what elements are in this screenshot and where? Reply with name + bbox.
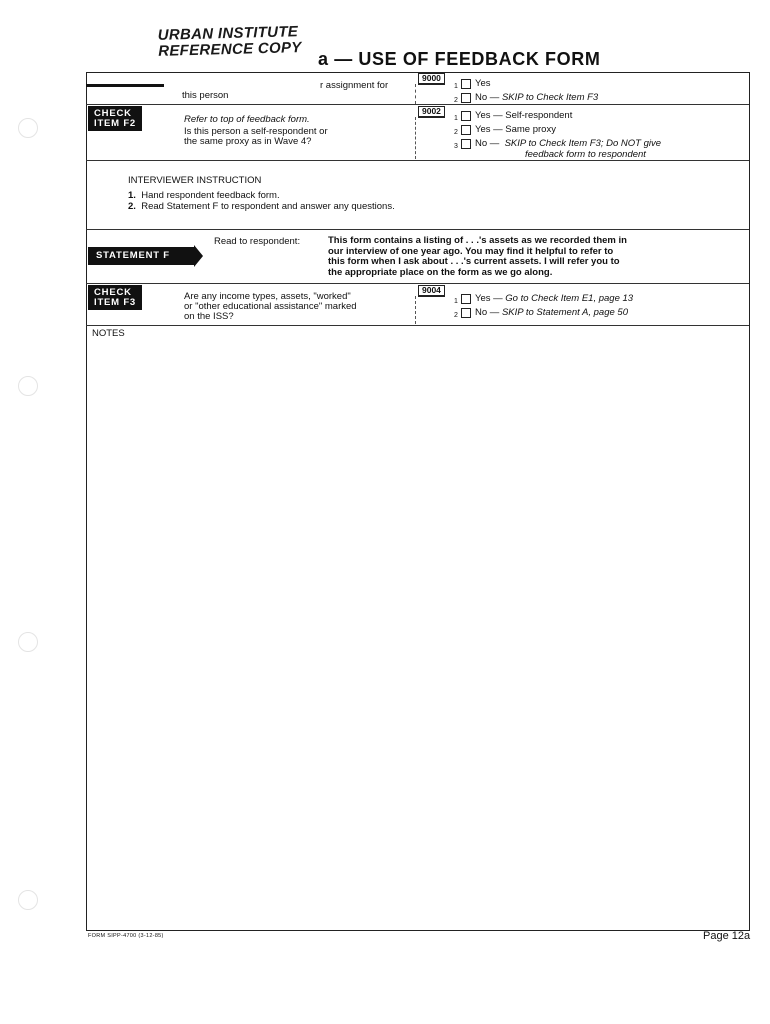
instruction-text: Read Statement F to respondent and answer any questions. [141, 201, 395, 212]
skip-instruction-cont: feedback form to respondent [525, 149, 646, 160]
form-id: FORM SIPP-4700 (3-12-85) [88, 933, 164, 939]
binder-hole [18, 632, 38, 652]
option-number: 3 [454, 143, 458, 150]
option-no[interactable] [454, 138, 661, 160]
binder-hole [18, 376, 38, 396]
skip-instruction: SKIP to Statement A, page 50 [501, 307, 628, 318]
checkbox[interactable] [461, 308, 471, 318]
f3-options [454, 293, 633, 321]
divider-statement [86, 283, 749, 284]
statement-f-label: STATEMENT F [88, 247, 194, 265]
option-label: No — [475, 92, 500, 103]
row1-question-part2: this person [182, 90, 229, 101]
option-number: 2 [454, 97, 458, 104]
row1-divider [415, 84, 416, 104]
notes-area[interactable] [86, 340, 748, 928]
interviewer-instruction-heading: INTERVIEWER INSTRUCTION [128, 175, 262, 186]
option-number: 1 [454, 298, 458, 305]
item-code-9000: 9000 [418, 73, 445, 85]
stamp-line-2: REFERENCE COPY [157, 39, 302, 60]
arrow-icon [194, 245, 203, 267]
option-number: 1 [454, 115, 458, 122]
skip-instruction: SKIP to Check Item F3; Do NOT give [504, 138, 662, 149]
item-code-9004: 9004 [418, 285, 445, 297]
checkbox[interactable] [461, 125, 471, 135]
statement-f-badge [88, 245, 203, 267]
row1-options [454, 78, 598, 106]
page-number: Page 12a [703, 930, 751, 942]
check-item-f2-badge [88, 106, 142, 131]
statement-line: This form contains a listing of . . .'s assets as we recorded them in [328, 235, 627, 246]
option-label: Yes — Self-respondent [475, 110, 573, 121]
divider-f2 [86, 160, 749, 161]
option-yes[interactable] [454, 293, 633, 307]
option-label: No — [475, 307, 500, 318]
instruction-text: Hand respondent feedback form. [141, 190, 280, 201]
instruction-number: 1. [128, 190, 136, 201]
item-code-9002: 9002 [418, 106, 445, 118]
statement-line: our interview of one year ago. You may find it helpful to refer to [328, 245, 614, 257]
f2-instruction: Refer to top of feedback form. [184, 114, 310, 125]
statement-lead: Read to respondent: [214, 236, 301, 247]
checkbox[interactable] [461, 139, 471, 149]
divider-f3 [86, 325, 749, 326]
binder-hole [18, 890, 38, 910]
f3-question-line-3: on the ISS? [184, 311, 234, 322]
divider-row1 [86, 104, 749, 105]
row1-question-part1: r assignment for [320, 80, 389, 91]
option-self-respondent[interactable] [454, 110, 661, 124]
notes-label: NOTES [92, 328, 125, 339]
checkbox[interactable] [461, 294, 471, 304]
f3-question-line-2: or "other educational assistance" marked [184, 301, 357, 312]
checkbox[interactable] [461, 79, 471, 89]
f2-question-line-1: Is this person a self-respondent or [184, 126, 328, 137]
page-title: a — USE OF FEEDBACK FORM [318, 49, 601, 69]
instruction-number: 2. [128, 201, 136, 212]
badge-line-1: CHECK [94, 287, 132, 298]
option-no[interactable] [454, 307, 633, 321]
badge-line-1: CHECK [94, 108, 132, 119]
cut-off-badge [86, 84, 164, 97]
divider-instruction [86, 229, 749, 230]
reference-stamp [158, 24, 302, 60]
f2-options [454, 110, 661, 160]
option-same-proxy[interactable] [454, 124, 661, 138]
option-label: Yes [475, 78, 491, 89]
f3-divider [415, 296, 416, 324]
badge-line-2: ITEM F3 [94, 297, 137, 308]
f2-divider [415, 117, 416, 159]
option-yes[interactable] [454, 78, 598, 92]
option-number: 2 [454, 129, 458, 136]
checkbox[interactable] [461, 93, 471, 103]
option-label: No — [475, 138, 502, 149]
statement-f-text [328, 236, 627, 278]
f2-question-line-2: the same proxy as in Wave 4? [184, 136, 312, 147]
skip-instruction: SKIP to Check Item F3 [501, 92, 599, 103]
binder-hole [18, 118, 38, 138]
option-number: 2 [454, 312, 458, 319]
checkbox[interactable] [461, 111, 471, 121]
option-label: Yes — Same proxy [475, 124, 556, 135]
instruction-item-1 [128, 190, 280, 201]
check-item-f3-badge [88, 285, 142, 310]
option-label: Yes — [475, 293, 503, 304]
statement-line: the appropriate place on the form as we go along. [328, 266, 553, 278]
f3-question-line-1: Are any income types, assets, "worked" [184, 291, 351, 302]
option-number: 1 [454, 83, 458, 90]
badge-line-2: ITEM F2 [94, 118, 137, 129]
instruction-item-2 [128, 201, 395, 212]
stamp-line-1: URBAN INSTITUTE [157, 23, 299, 44]
skip-instruction: Go to Check Item E1, page 13 [505, 293, 634, 304]
statement-line: this form when I ask about . . .'s current assets. I will refer you to [328, 256, 620, 267]
